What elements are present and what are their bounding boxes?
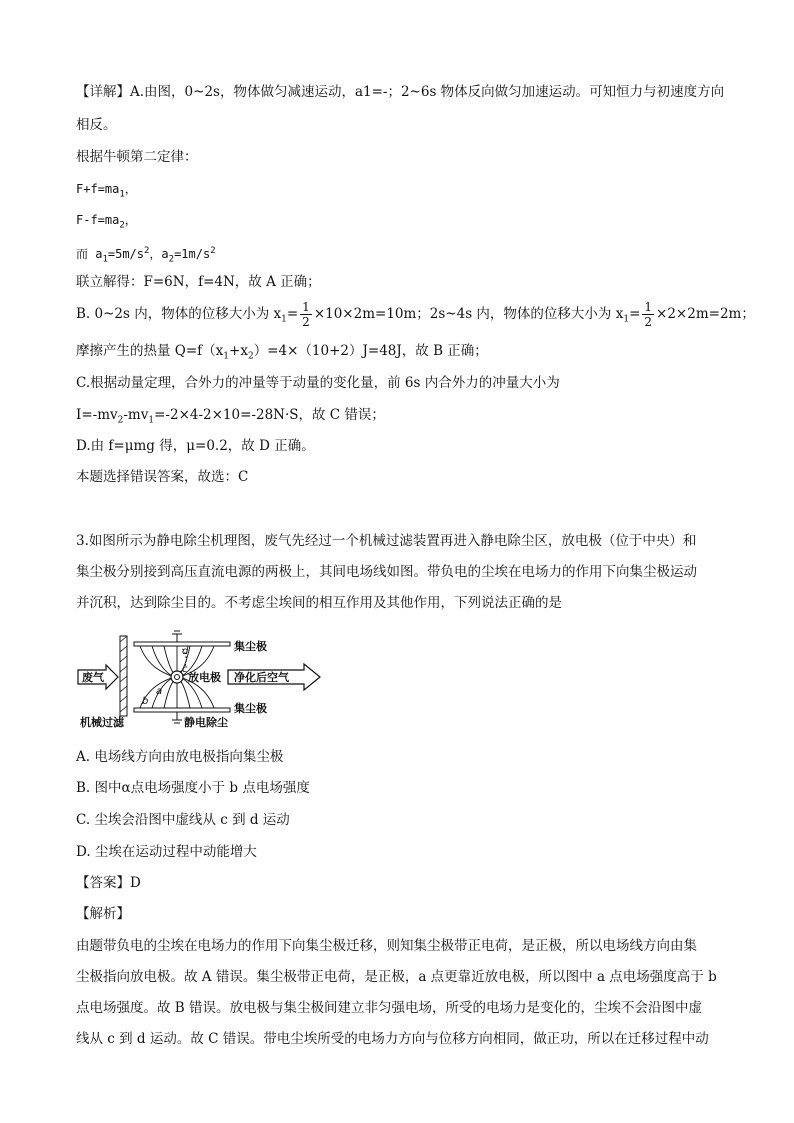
option-a: A. 电场线方向由放电极指向集尘极 (76, 749, 284, 765)
option-b: B. 图中α点电场强度小于 b 点电场强度 (76, 780, 310, 796)
solution-line-c: C.根据动量定理，合外力的冲量等于动量的变化量，前 6s 内合外力的冲量大小为 (76, 375, 560, 391)
collector-bottom-label: 集尘极 (234, 702, 267, 715)
explanation-line-2: 尘极指向放电极。故 A 错误。集尘极带正电荷，是正极，a 点更靠近放电极，所以图中 a 点电场强度高于 b (76, 969, 717, 985)
precipitation-label: 静电除尘 (184, 716, 228, 728)
question-3-line-2: 集尘极分别接到高压直流电源的两极上，其间电场线如图。带负电的尘埃在电场力的作用下向集尘极运动 (76, 564, 697, 580)
option-d: D. 尘埃在运动过程中动能增大 (76, 844, 257, 860)
precipitator-diagram (76, 628, 338, 728)
analysis-heading: 【解析】 (76, 906, 130, 922)
solution-conclusion: 本题选择错误答案，故选：C (76, 469, 249, 485)
inlet-label: 废气 (82, 671, 104, 684)
collector-plate-bottom (134, 708, 230, 712)
solution-result-a: 联立解得：F=6N，f=4N，故 A 正确； (76, 274, 321, 290)
fraction-half: $\frac{1}{2}$ (644, 300, 653, 329)
solution-heat: 摩擦产生的热量 $Q=f(x_1+x_2)=4\times(10+2)J=48J$，故 B 正确； (76, 343, 488, 362)
equation-1: $F+f=ma_1$， (76, 182, 137, 200)
solution-line-1: 【详解】A.由图，0~2s，物体做匀减速运动，a1=-；2~6s 物体反向做匀加速运动。可知恒力与初速度方向 (76, 84, 725, 100)
mechanical-filter (120, 636, 127, 716)
fraction-half: $\frac{1}{2}$ (302, 300, 310, 329)
point-c-label: c (182, 664, 188, 675)
question-3-line-1: 3.如图所示为静电除尘机理图，废气先经过一个机械过滤装置再进入静电除尘区，放电极（位于中央）和 (76, 533, 697, 549)
solution-line-2: 相反。 (76, 117, 117, 133)
equation-2: $F-f=ma_2$， (76, 213, 137, 231)
solution-impulse: $I=-mv_2-mv_1=-2\times 4-2\times 10=-28N\cdot S$，故 C 错误； (76, 407, 385, 426)
point-d-label: d (182, 646, 189, 657)
collector-top-label: 集尘极 (234, 640, 267, 653)
point-b-label: b (142, 696, 149, 707)
solution-line-3: 根据牛顿第二定律： (76, 149, 198, 165)
filter-label: 机械过滤 (80, 716, 124, 728)
solution-line-b: B. 0~2s 内，物体的位移大小为 $x_1=$ $\frac{1}{2}$ ×10×2m=10m；2s~4s 内，物体的位移大小为 $x_1=$ $\frac{1}{2}$ ×2×2m=2m； (76, 300, 755, 329)
explanation-line-4: 线从 c 到 d 运动。故 C 错误。带电尘埃所受的电场力方向与位移方向相同，做正功，所以在迁移过程中动 (76, 1031, 709, 1047)
outlet-label: 净化后空气 (234, 671, 289, 684)
explanation-line-3: 点电场强度。故 B 错误。放电极与集尘极间建立非匀强电场，所受的电场力是变化的，尘埃不会沿图中虚 (76, 1000, 703, 1016)
point-a-label: a (156, 686, 163, 697)
question-3-line-3: 并沉积，达到除尘目的。不考虑尘埃间的相互作用及其他作用，下列说法正确的是 (76, 595, 562, 611)
explanation-line-1: 由题带负电的尘埃在电场力的作用下向集尘极迁移，则知集尘极带正电荷，是正极，所以电场线方向由集 (76, 938, 697, 954)
solution-line-d: D.由 f=μmg 得，μ=0.2，故 D 正确。 (76, 438, 315, 454)
option-c: C. 尘埃会沿图中虚线从 c 到 d 运动 (76, 812, 290, 828)
acceleration-values: 而 $a_1=5m/s^2$，$a_2=1m/s^2$ (76, 246, 216, 265)
answer-line: 【答案】D (76, 875, 141, 891)
discharge-electrode-label: 放电极 (188, 671, 221, 684)
